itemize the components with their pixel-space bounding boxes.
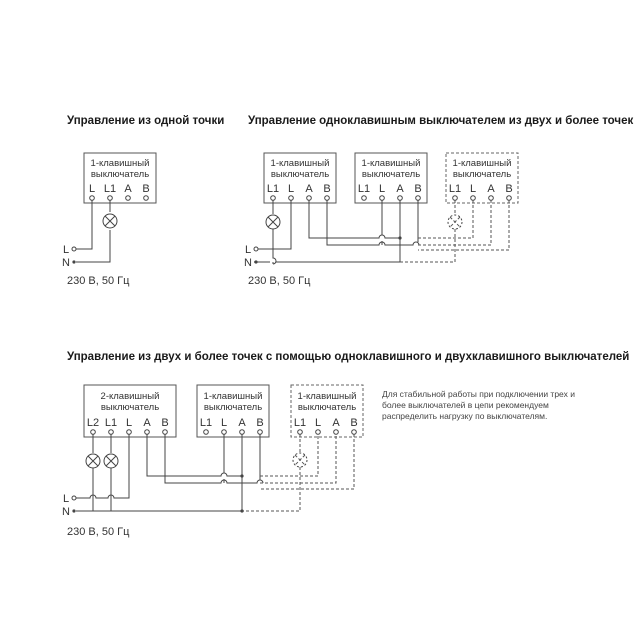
- switch-name: 1-клавишный: [270, 158, 330, 169]
- diagram2-supply: 230 В, 50 Гц: [248, 275, 311, 287]
- terminal-label: L1: [103, 183, 117, 195]
- switch-name: 1-клавишный: [203, 391, 263, 402]
- diagram-single-point: [62, 115, 224, 287]
- diagram-multi-point-single-key: [244, 115, 633, 287]
- switch-name: 1-клавишный: [297, 391, 357, 402]
- terminal-icon: [126, 196, 131, 201]
- terminal-label: L1: [266, 183, 280, 195]
- terminal-label: B: [142, 183, 150, 195]
- diagram1-title: Управление из одной точки: [67, 115, 225, 127]
- terminal-icon: [398, 196, 403, 201]
- terminal-icon: [416, 196, 421, 201]
- terminal-label: L1: [199, 417, 213, 429]
- terminal-icon: [489, 196, 494, 201]
- line-label-l: L: [62, 493, 70, 505]
- diagram3-switch-3: [291, 385, 363, 437]
- diagram2-switch-3: [446, 153, 518, 203]
- line-label-n: N: [62, 257, 70, 269]
- line-label-n: N: [62, 506, 70, 518]
- terminal-icon: [109, 430, 114, 435]
- line-label-l: L: [62, 244, 70, 256]
- terminal-label: L2: [86, 417, 100, 429]
- terminal-icon: [325, 196, 330, 201]
- terminal-icon: [240, 430, 245, 435]
- lamp-icon: [103, 214, 117, 228]
- terminal-icon: [507, 196, 512, 201]
- terminal-icon: [334, 430, 339, 435]
- switch-name: 2-клавишный: [100, 391, 160, 402]
- terminal-icon: [91, 430, 96, 435]
- terminal-icon: [271, 196, 276, 201]
- lamp-icon: [266, 215, 280, 229]
- terminal-label: A: [238, 417, 246, 429]
- terminal-label: A: [124, 183, 132, 195]
- terminal-label: L1: [293, 417, 307, 429]
- terminal-icon: [163, 430, 168, 435]
- terminal-label: L1: [104, 417, 118, 429]
- terminal-icon: [145, 430, 150, 435]
- switch-type: выключатель: [361, 169, 421, 180]
- terminal-icon: [316, 430, 321, 435]
- line-label-l: L: [244, 244, 252, 256]
- diagram3-switch-1: [84, 385, 176, 437]
- terminal-label: B: [414, 183, 422, 195]
- terminal-icon: [453, 196, 458, 201]
- terminal-label: A: [487, 183, 495, 195]
- diagram2-title: Управление одноклавишным выключателем из двух и более точек: [248, 115, 634, 127]
- diagram1-switch-name: 1-клавишный: [90, 158, 150, 169]
- terminal-label: L: [469, 183, 477, 195]
- diagram2-switch-2: [355, 153, 427, 203]
- switch-type: выключатель: [270, 169, 330, 180]
- terminal-label: A: [332, 417, 340, 429]
- terminal-label: L: [220, 417, 228, 429]
- switch-type: выключатель: [452, 169, 512, 180]
- terminal-icon: [352, 430, 357, 435]
- line-label-n: N: [244, 257, 252, 269]
- terminal-icon: [471, 196, 476, 201]
- diagram3-note-line-1: Для стабильной работы при подключении трех и: [382, 389, 575, 399]
- terminal-icon: [90, 196, 95, 201]
- terminal-icon: [380, 196, 385, 201]
- lamp-icon: [448, 215, 462, 229]
- terminal-icon: [307, 196, 312, 201]
- diagram1-supply: 230 В, 50 Гц: [67, 275, 130, 287]
- terminal-label: A: [305, 183, 313, 195]
- switch-type: выключатель: [100, 402, 160, 413]
- terminal-label: L: [125, 417, 133, 429]
- terminal-label: L: [88, 183, 96, 195]
- terminal-label: L: [287, 183, 295, 195]
- terminal-label: B: [256, 417, 264, 429]
- switch-name: 1-клавишный: [361, 158, 421, 169]
- terminal-label: L: [378, 183, 386, 195]
- switch-type: выключатель: [203, 402, 263, 413]
- terminal-label: B: [350, 417, 358, 429]
- lamp-icon: [104, 454, 118, 468]
- switch-type: выключатель: [297, 402, 357, 413]
- terminal-label: L1: [357, 183, 371, 195]
- terminal-icon: [258, 430, 263, 435]
- diagram1-switch: [84, 153, 156, 203]
- terminal-label: L1: [448, 183, 462, 195]
- terminal-icon: [222, 430, 227, 435]
- lamp-icon: [86, 454, 100, 468]
- diagram3-note-line-2: более выключателей в цепи рекомендуем: [382, 400, 549, 410]
- terminal-icon: [362, 196, 367, 201]
- terminal-label: A: [396, 183, 404, 195]
- terminal-label: B: [505, 183, 513, 195]
- diagram-multi-point-two-key: [62, 351, 629, 538]
- terminal-icon: [298, 430, 303, 435]
- diagram3-title: Управление из двух и более точек с помощью одноклавишного и двухклавишного выключателей: [67, 351, 630, 363]
- terminal-icon: [204, 430, 209, 435]
- terminal-label: B: [161, 417, 169, 429]
- terminal-icon: [289, 196, 294, 201]
- terminal-label: B: [323, 183, 331, 195]
- diagram3-switch-2: [197, 385, 269, 437]
- terminal-icon: [127, 430, 132, 435]
- switch-name: 1-клавишный: [452, 158, 512, 169]
- terminal-label: L: [314, 417, 322, 429]
- diagram1-switch-type: выключатель: [90, 169, 150, 180]
- diagram3-supply: 230 В, 50 Гц: [67, 526, 130, 538]
- terminal-label: A: [143, 417, 151, 429]
- terminal-icon: [108, 196, 113, 201]
- diagram2-switch-1: [264, 153, 336, 203]
- terminal-icon: [144, 196, 149, 201]
- diagram3-note-line-3: распределить нагрузку по выключателям.: [382, 411, 548, 421]
- lamp-icon: [293, 453, 307, 467]
